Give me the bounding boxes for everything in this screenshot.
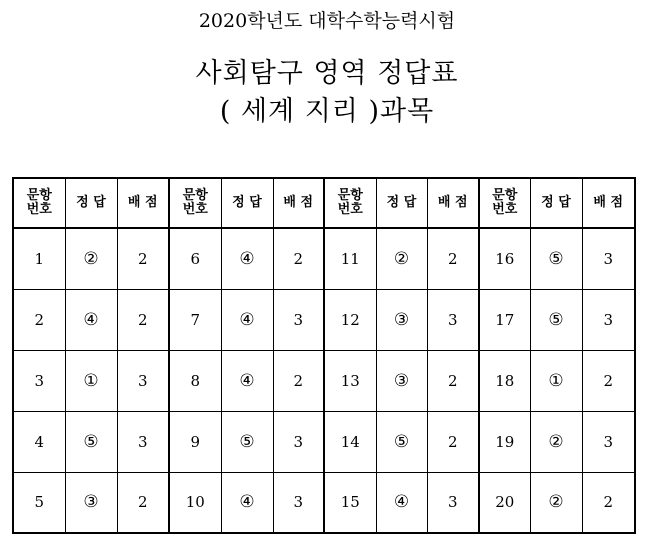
answer-mark: ⑤ <box>530 289 582 350</box>
points-value: 3 <box>427 472 479 533</box>
points-value: 3 <box>117 350 169 411</box>
question-number-header: 문항 번호 <box>479 178 530 228</box>
answer-header: 정 답 <box>65 178 117 228</box>
answer-mark: ⑤ <box>221 411 273 472</box>
table-row <box>13 472 635 533</box>
answer-mark: ① <box>530 350 582 411</box>
table-row <box>13 411 635 472</box>
points-value: 2 <box>582 350 635 411</box>
table-row <box>13 350 635 411</box>
question-number: 1 <box>13 228 65 289</box>
answer-header: 정 답 <box>530 178 582 228</box>
answer-header: 정 답 <box>221 178 273 228</box>
answer-mark: ④ <box>221 228 273 289</box>
answer-mark: ④ <box>376 472 427 533</box>
question-number-header: 문항 번호 <box>13 178 65 228</box>
answer-mark: ⑤ <box>530 228 582 289</box>
points-header: 배 점 <box>582 178 635 228</box>
answer-mark: ② <box>530 472 582 533</box>
answer-mark: ③ <box>65 472 117 533</box>
points-value: 2 <box>117 228 169 289</box>
question-number: 15 <box>324 472 376 533</box>
question-number: 11 <box>324 228 376 289</box>
answer-header: 정 답 <box>376 178 427 228</box>
answer-mark: ③ <box>376 350 427 411</box>
answer-mark: ⑤ <box>65 411 117 472</box>
answer-mark: ④ <box>221 289 273 350</box>
question-number: 9 <box>169 411 221 472</box>
answer-mark: ② <box>530 411 582 472</box>
question-number: 6 <box>169 228 221 289</box>
answer-mark: ② <box>376 228 427 289</box>
answer-table <box>12 177 636 534</box>
answer-mark: ④ <box>65 289 117 350</box>
question-number-header: 문항 번호 <box>169 178 221 228</box>
question-number: 20 <box>479 472 530 533</box>
points-value: 3 <box>273 411 324 472</box>
question-number: 4 <box>13 411 65 472</box>
points-value: 3 <box>582 228 635 289</box>
points-value: 2 <box>427 350 479 411</box>
points-header: 배 점 <box>427 178 479 228</box>
question-number: 8 <box>169 350 221 411</box>
points-value: 2 <box>273 228 324 289</box>
answer-mark: ③ <box>376 289 427 350</box>
points-value: 2 <box>273 350 324 411</box>
points-value: 3 <box>273 289 324 350</box>
question-number: 7 <box>169 289 221 350</box>
question-number: 12 <box>324 289 376 350</box>
points-value: 2 <box>427 411 479 472</box>
exam-title: 2020학년도 대학수학능력시험 <box>198 10 456 32</box>
question-number: 2 <box>13 289 65 350</box>
table-row <box>13 289 635 350</box>
answer-mark: ① <box>65 350 117 411</box>
question-number: 14 <box>324 411 376 472</box>
question-number: 17 <box>479 289 530 350</box>
points-value: 3 <box>273 472 324 533</box>
points-value: 2 <box>582 472 635 533</box>
answer-mark: ⑤ <box>376 411 427 472</box>
section-title: 사회탐구 영역 정답표 <box>195 58 459 89</box>
question-number: 19 <box>479 411 530 472</box>
subject-title: ( 세계 지리 )과목 <box>219 96 435 127</box>
question-number: 16 <box>479 228 530 289</box>
points-value: 2 <box>427 228 479 289</box>
points-value: 3 <box>117 411 169 472</box>
table-row <box>13 228 635 289</box>
question-number: 5 <box>13 472 65 533</box>
points-value: 3 <box>582 411 635 472</box>
question-number: 3 <box>13 350 65 411</box>
answer-mark: ④ <box>221 472 273 533</box>
question-number: 18 <box>479 350 530 411</box>
header-row <box>13 178 635 228</box>
points-value: 2 <box>117 289 169 350</box>
points-value: 3 <box>427 289 479 350</box>
question-number-header: 문항 번호 <box>324 178 376 228</box>
points-value: 2 <box>117 472 169 533</box>
answer-mark: ② <box>65 228 117 289</box>
points-value: 3 <box>582 289 635 350</box>
question-number: 13 <box>324 350 376 411</box>
question-number: 10 <box>169 472 221 533</box>
points-header: 배 점 <box>273 178 324 228</box>
answer-mark: ④ <box>221 350 273 411</box>
points-header: 배 점 <box>117 178 169 228</box>
